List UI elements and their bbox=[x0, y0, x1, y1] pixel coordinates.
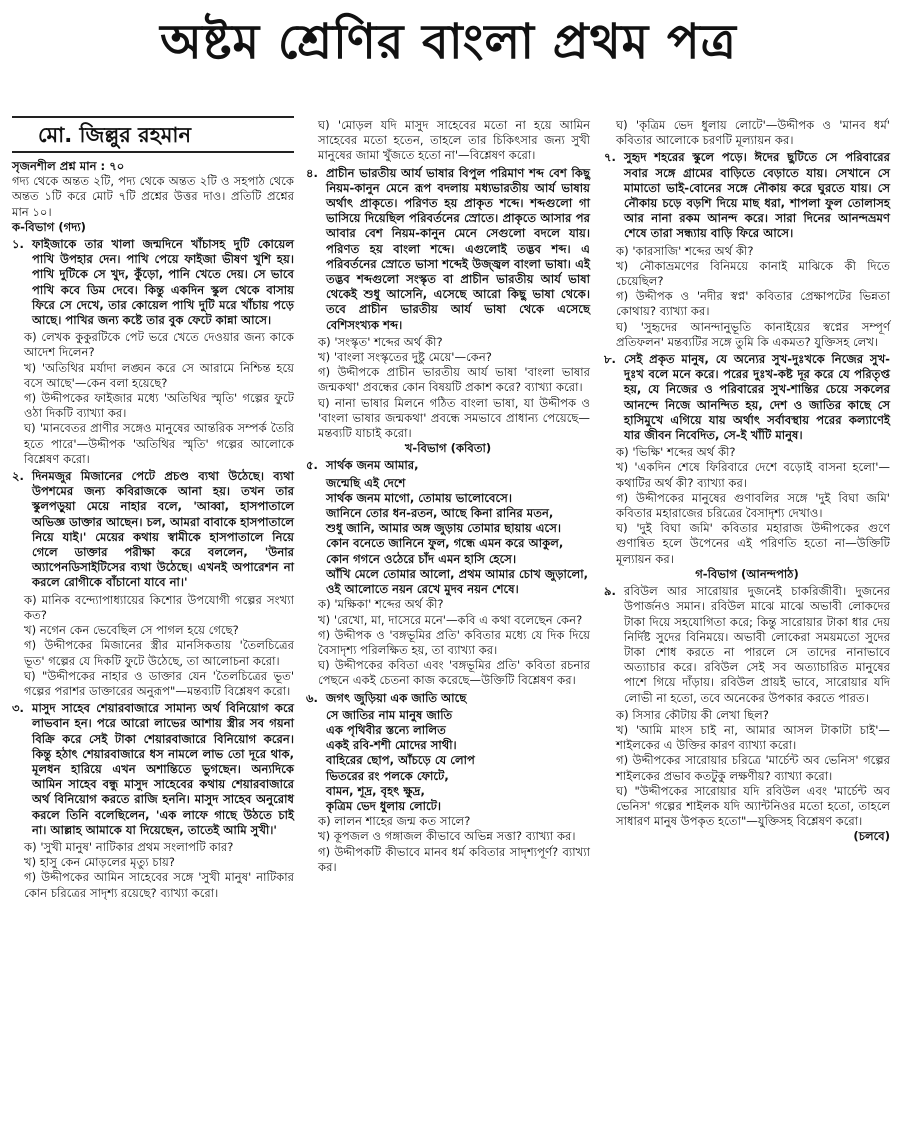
sub-question-kha: খ) কূপজল ও গঙ্গাজল কীভাবে অভিন্ন সত্তা? ব্যাখ্যা কর। bbox=[318, 829, 576, 844]
question-stem: ফাইজাকে তার খালা জন্মদিনে খাঁচাসহ দুটি কোয়েল পাখি উপহার দেন। পাখি পেয়ে ফাইজা ভীষণ খুশি হয়। পাখি দুটিকে সে খুদ, কুঁড়ো, পানি খেতে দেয়। সে ভাবে পাখি কবে ডিম দেবে। কিন্তু একদিন স্কুল থেকে বাসায় ফিরে সে দেখে, তার কোয়েল পাখি দুটি মরে খাঁচায় পড়ে আছে। পাখির জন্য কষ্টে তার বুক ফেটে কান্না আসে। bbox=[32, 237, 294, 328]
question-stem: মাসুদ সাহেব শেয়ারবাজারে সামান্য অর্থ বিনিয়োগ করে লাভবান হন। পরে আরো লাভের আশায় স্ত্রীর সব গয়না বিক্রি করে সেই টাকা শেয়ারবাজারে বিনিয়োগ করেন। কিন্তু হঠাৎ শেয়ারবাজারে ধস নামলে লাভ তো দূরে থাক, মূলধন হারিয়ে এখন অশান্তিতে ভুগছেন। অন্যদিকে আমিন সাহেব বন্ধু মাসুদ সাহেবের কথায় শেয়ারবাজারে অর্থ বিনিয়োগ করতে রাজি হননি। মাসুদ সাহেব অনুরোধ করলে তিনি বলেছিলেন, 'এক লাফে গাছে উঠতে চাই না। আল্লাহ আমাকে যা দিয়েছেন, তাতেই আমি সুখী।' bbox=[32, 701, 294, 837]
poem-line: জানিনে তোর ধন-রতন, আছে কিনা রানির মতন, bbox=[326, 506, 554, 521]
sub-question-kha: খ) 'রেখো, মা, দাসেরে মনে'—কবি এ কথা বলেছেন কেন? bbox=[318, 612, 583, 627]
sub-question-ga: গ) উদ্দীপক ও 'নদীর স্বপ্ন' কবিতার প্রেক্ষাপটের ভিন্নতা কোথায়? ব্যাখ্যা কর। bbox=[616, 289, 890, 319]
question-number: ৪. bbox=[306, 165, 318, 180]
question-number: ২. bbox=[12, 469, 24, 484]
question-number: ৭. bbox=[604, 150, 616, 165]
sub-question-gha: ঘ) 'কৃত্রিম ভেদ ধুলায় লোটে'—উদ্দীপক ও 'মানব ধর্ম' কবিতার আলোকে চরণটি মূল্যায়ন কর। bbox=[616, 118, 890, 148]
section-ka: ক-বিভাগ (গদ্য) bbox=[12, 219, 86, 234]
sub-question-kha: খ) নৌকাভ্রমণের বিনিময়ে কানাই মাঝিকে কী দিতে চেয়েছিল? bbox=[616, 258, 890, 289]
sub-question-gha: ঘ) 'মানবেতর প্রাণীর সঙ্গেও মানুষের আন্তরিক সম্পর্ক তৈরি হতে পারে'—উদ্দীপক 'অতিথির স্মৃতি' গল্পের আলোকে বিশ্লেষণ করো। bbox=[24, 421, 294, 466]
question-7 bbox=[604, 150, 890, 241]
sub-question-gha: ঘ) "উদ্দীপকের সারোয়ার যদি রবিউল এবং 'মার্চেন্ট অব ভেনিস' গল্পের শাইলক যদি অ্যান্টনিওর মতো হতো, তাহলে সাধারণ মানুষ উপকৃত হতো"—যুক্তিসহ বিশ্লেষণ করো। bbox=[616, 783, 890, 829]
sub-question-ka: ক) 'সংস্কৃত' শব্দের অর্থ কী? bbox=[318, 334, 443, 349]
sub-question-ga: গ) উদ্দীপকটি কীভাবে মানব ধর্ম কবিতার সাদৃশ্যপূর্ণ? ব্যাখ্যা কর। bbox=[318, 844, 590, 874]
sub-question-ga: গ) উদ্দীপকের সারোয়ার চরিত্রে 'মার্চেন্ট অব ভেনিস' গল্পের শাইলকের প্রভাব কতটুকু লক্ষণীয়? ব্যাখ্যা করো। bbox=[616, 753, 890, 783]
question-number: ৬. bbox=[306, 690, 318, 705]
poem-line: সার্থক জনম মাগো, তোমায় ভালোবেসে। bbox=[326, 490, 512, 505]
poem bbox=[306, 476, 590, 598]
poem-line: বাহিরের ছোপ, আঁচড়ে যে লোপ bbox=[326, 753, 475, 768]
poem-line: এক পৃথিবীর স্তন্যে লালিত bbox=[326, 722, 446, 737]
poem-line: জগৎ জুড়িয়া এক জাতি আছে bbox=[326, 690, 467, 705]
sub-question-gha: ঘ) উদ্দীপকের কবিতা এবং 'বঙ্গভূমির প্রতি' কবিতা রচনার পেছনে একই চেতনা কাজ করেছে—উক্তিটি বিশ্লেষণ কর। bbox=[318, 658, 590, 688]
question-9 bbox=[604, 584, 890, 706]
sub-question-ka: ক) 'সুখী মানুষ' নাটিকার প্রথম সংলাপটি কার? bbox=[24, 839, 234, 854]
sub-question-ka: ক) 'মক্ষিকা' শব্দের অর্থ কী? bbox=[318, 597, 444, 612]
poem-line: কৃত্রিম ভেদ ধুলায় লোটে। bbox=[326, 798, 442, 813]
column-3 bbox=[604, 118, 890, 845]
sub-question-ga: গ) উদ্দীপকের মানুষের গুণাবলির সঙ্গে 'দুই বিঘা জমি' কবিতার মহারাজের চরিত্রের বৈসাদৃশ্য দেখাও। bbox=[616, 490, 890, 521]
sub-question-kha: খ) হাসু কেন মোড়লের মৃত্যু চায়? bbox=[24, 855, 175, 870]
question-8 bbox=[604, 352, 890, 443]
poem-line: জন্মেছি এই দেশে bbox=[326, 475, 406, 490]
continued-note: (চলবে) bbox=[853, 829, 890, 844]
sub-question-ka: ক) সিসার কৌটায় কী লেখা ছিল? bbox=[616, 707, 769, 722]
sub-question-kha: খ) 'বাংলা সংস্কৃতের দুষ্টু মেয়ে'—কেন? bbox=[318, 350, 492, 365]
author-box bbox=[12, 116, 294, 153]
sub-question-ka: ক) লালন শাহের জন্ম কত সালে? bbox=[318, 814, 471, 829]
question-number: ৫. bbox=[306, 458, 318, 473]
poem-line: বামন, শূদ্র, বৃহৎ ক্ষুদ্র, bbox=[326, 783, 425, 798]
question-4 bbox=[306, 166, 590, 333]
sub-question-ka: ক) লেখক কুকুরটিকে পেট ভরে খেতে দেওয়ার জন্য কাকে আদেশ দিলেন? bbox=[24, 330, 294, 360]
section-kha: খ-বিভাগ (কবিতা) bbox=[404, 441, 492, 456]
column-1 bbox=[12, 116, 294, 901]
sub-question-ga: গ) উদ্দীপকে প্রাচীন ভারতীয় আর্য ভাষা 'বাংলা ভাষার জন্মকথা' প্রবন্ধের কোন বিষয়টি প্রকাশ করে? ব্যাখ্যা করো। bbox=[318, 365, 590, 395]
sub-question-kha: খ) 'অতিথির মর্যাদা লঙ্ঘন করে সে আরামে নিশ্চিন্ত হয়ে বসে আছে'—কেন বলা হয়েছে? bbox=[24, 360, 294, 390]
poem-line: কোন বনেতে জানিনে ফুল, গন্ধে এমন করে আকুল, bbox=[326, 536, 564, 551]
poem-line: একই রবি-শশী মোদের সাথী। bbox=[326, 738, 457, 753]
sub-question-gha: ঘ) 'দুই বিঘা জমি' কবিতার মহারাজ উদ্দীপকের গুণে গুণান্বিত হলে উপেনের এই পরিণতি হতো না—উক্তিটি মূল্যায়ন কর। bbox=[616, 521, 890, 566]
sub-question-gha: ঘ) 'মোড়ল যদি মাসুদ সাহেবের মতো না হয়ে আমিন সাহেবের মতো হতেন, তাহলে তার চিকিৎসার জন্য সুখী মানুষের জামা খুঁজতে হতো না'—বিশ্লেষণ করো। bbox=[318, 118, 590, 163]
sub-question-gha: ঘ) 'সুহৃদের আনন্দানুভূতি কানাইয়ের স্বপ্নের সম্পূর্ণ প্রতিফলন' মন্তব্যটির সঙ্গে তুমি কি একমত? যুক্তিসহ লেখ। bbox=[616, 319, 890, 349]
question-5 bbox=[306, 458, 590, 473]
section-ga: গ-বিভাগ (আনন্দপাঠ) bbox=[695, 566, 799, 581]
question-number: ৩. bbox=[12, 701, 24, 716]
sub-question-ga: গ) উদ্দীপকের মিজানের স্ত্রীর মানসিকতায় 'তৈলচিত্রের ভূত' গল্পের যে দিকটি ফুটে উঠেছে, তা আলোচনা করো। bbox=[24, 638, 294, 668]
question-stem: রবিউল আর সারোয়ার দুজনেই চাকরিজীবী। দুজনের উপার্জনও সমান। রবিউল মাঝে মাঝে অভাবী লোকদের টাকা দিয়ে সহযোগিতা করে; কিন্তু সারোয়ার টাকা ধার দেয় নির্দিষ্ট সুদের বিনিময়ে। অভাবী লোকেরা সময়মতো সুদের টাকা শোধ করতে না পারলে সে তাদের নানাভাবে অত্যাচার করে। রবিউল সেই সব অত্যাচারিত মানুষের পাশে গিয়ে দাঁড়ায়। রবিউল প্রায়ই ভাবে, সারোয়ার যদি লোভী না হতো, তবে অনেকের উপকার করতে পারত। bbox=[624, 584, 890, 705]
sub-question-ka: ক) মানিক বন্দ্যোপাধ্যায়ের কিশোর উপযোগী গল্পের সংখ্যা কত? bbox=[24, 592, 294, 622]
poem-line: সার্থক জনম আমার, bbox=[326, 458, 419, 473]
column-2 bbox=[306, 118, 590, 875]
question-number: ৮. bbox=[604, 352, 616, 367]
sub-question-ga: গ) উদ্দীপকের আমিন সাহেবের সঙ্গে 'সুখী মানুষ' নাটিকার কোন চরিত্রের সাদৃশ্য রয়েছে? ব্যাখ্যা করো। bbox=[24, 870, 294, 900]
poem-line: কোন গগনে ওঠেরে চাঁদ এমন হাসি হেসে। bbox=[326, 551, 517, 566]
question-stem: প্রাচীন ভারতীয় আর্য ভাষার বিপুল পরিমাণ শব্দ বেশ কিছু নিয়ম-কানুন মেনে রূপ বদলায় মধ্যভারতীয় আর্য ভাষায় অর্থাৎ প্রাকৃতে। পরিণত হয় প্রাকৃত শব্দে। শব্দগুলো গা ভাসিয়ে দিয়েছিল পরিবর্তনের স্রোতে। প্রাকৃতে আসার পর আবার বেশ নিয়ম-কানুন মেনে সেগুলো বদলে যায়। পরিণত হয় বাংলা শব্দে। এগুলোই তদ্ভব শব্দ। এ পরিবর্তনের স্রোতে ভাসা শব্দেই উজ্জ্বল বাংলা ভাষা। এই তদ্ভব শব্দগুলো সংস্কৃত বা প্রাচীন ভারতীয় আর্য ভাষা থেকেই শুধু আসেনি, এসেছে আরো কিছু ভাষা থেকে। তবে প্রাচীন ভারতীয় আর্য ভাষা থেকে এসেছে বেশিসংখ্যক শব্দ। bbox=[326, 165, 590, 332]
instruction-text: গদ্য থেকে অন্তত ২টি, পদ্য থেকে অন্তত ২টি ও সহপাঠ থেকে অন্তত ১টি করে মোট ৭টি প্রশ্নের উত্তর দাও। প্রতিটি প্রশ্নের মান ১০। bbox=[12, 174, 294, 219]
sub-question-gha: ঘ) নানা ভাষার মিলনে গঠিত বাংলা ভাষা, যা উদ্দীপক ও 'বাংলা ভাষার জন্মকথা' প্রবন্ধে সমভাবে প্রাধান্য পেয়েছে—মন্তব্যটি যাচাই করো। bbox=[318, 395, 590, 441]
poem-line: আঁখি মেলে তোমার আলো, প্রথম আমার চোখ জুড়ালো, bbox=[326, 566, 588, 581]
question-stem: সেই প্রকৃত মানুষ, যে অন্যের সুখ-দুঃখকে নিজের সুখ-দুঃখ বলে মনে করে। পরের দুঃখ-কষ্ট দূর করে যে পরিতৃপ্ত হয়, যে নিজের ও পরিবারের সুখ-শান্তির চেয়ে সকলের আনন্দে নিজে আনন্দিত হয়, দেশ ও জাতির কাছে সে হাসিমুখে এগিয়ে যায় অর্থাৎ সর্বাবস্থায় পরের কল্যাণেই যার জীবন নিবেদিত, সে-ই খাঁটি মানুষ। bbox=[624, 352, 890, 443]
marks-line: সৃজনশীল প্রশ্ন মান : ৭০ bbox=[12, 159, 125, 173]
poem-line: সে জাতির নাম মানুষ জাতি bbox=[326, 707, 453, 722]
sub-question-kha: খ) নগেন কেন ভেবেছিল সে পাগল হয়ে গেছে? bbox=[24, 623, 239, 638]
question-number: ৯. bbox=[604, 584, 616, 599]
poem-line: ভিতরের রং পলকে ফোটে, bbox=[326, 768, 449, 783]
sub-question-ka: ক) 'ভিক্ষি' শব্দের অর্থ কী? bbox=[616, 445, 736, 460]
question-2 bbox=[12, 469, 294, 591]
poem-line: শুধু জানি, আমার অঙ্গ জুড়ায় তোমার ছায়ায় এসে। bbox=[326, 521, 562, 536]
question-6 bbox=[306, 691, 590, 706]
sub-question-ga: গ) উদ্দীপকের ফাইজার মধ্যে 'অতিথির স্মৃতি' গল্পের ফুটে ওঠা দিকটি ব্যাখ্যা কর। bbox=[24, 391, 294, 421]
sub-question-kha: খ) 'আমি মাংস চাই না, আমার আসল টাকাটা চাই'—শাইলকের এ উক্তির কারণ ব্যাখ্যা করো। bbox=[616, 722, 890, 753]
sub-question-kha: খ) 'একদিন শেষে ফিরিবারে দেশে বড়োই বাসনা হলো'—কথাটির অর্থ কী? ব্যাখ্যা কর। bbox=[616, 460, 890, 490]
sub-question-ga: গ) উদ্দীপক ও 'বঙ্গভূমির প্রতি' কবিতার মধ্যে যে দিক দিয়ে বৈসাদৃশ্য পরিলক্ষিত হয়, তা ব্যাখ্যা কর। bbox=[318, 627, 590, 657]
sub-question-gha: ঘ) "উদ্দীপকের নাহার ও ডাক্তার যেন 'তৈলচিত্রের ভূত' গল্পের পরাশর ডাক্তারের অনুরূপ"—মন্তব্যটি বিশ্লেষণ করো। bbox=[24, 668, 294, 698]
question-number: ১. bbox=[12, 237, 24, 252]
author-name: মো. জিল্লুর রহমান bbox=[38, 123, 192, 147]
sub-question-ka: ক) 'কারসাজি' শব্দের অর্থ কী? bbox=[616, 243, 754, 258]
question-3 bbox=[12, 701, 294, 838]
poem-line: ওই আলোতে নয়ন রেখে মুদব নয়ন শেষে। bbox=[326, 582, 519, 597]
poem bbox=[306, 708, 590, 814]
question-stem: দিনমজুর মিজানের পেটে প্রচণ্ড ব্যথা উঠেছে। ব্যথা উপশমের জন্য কবিরাজকে আনা হয়। তখন তার স্কুলপড়ুয়া মেয়ে নাহার বলে, 'আব্বা, হাসপাতালে অভিজ্ঞ ডাক্তার আছেন। চল, আমরা বাবাকে হাসপাতালে নিয়ে যাই।' মেয়ের কথায় স্বামীকে হাসপাতালে নিয়ে গেলে ডাক্তার পরীক্ষা করে বললেন, 'উনার অ্যাপেনডিসাইটিসের ব্যথা উঠেছে। এখনই অপারেশন না করলে রোগীকে বাঁচানো যাবে না।' bbox=[32, 469, 294, 590]
page-title: অষ্টম শ্রেণির বাংলা প্রথম পত্র bbox=[160, 14, 737, 70]
question-stem: সুহৃদ শহরের স্কুলে পড়ে। ঈদের ছুটিতে সে পরিবারের সবার সঙ্গে গ্রামের বাড়িতে বেড়াতে যায়। সেখানে সে মামাতো ভাই-বোনের সঙ্গে নৌকায় করে ঘুরতে যায়। সে নৌকায় চড়ে বড়শি দিয়ে মাছ ধরা, শাপলা ফুল তোলাসহ আর নানা রকম আনন্দ করে। সারা দিনের আনন্দভ্রমণ শেষে তারা সন্ধ্যায় বাড়ি ফিরে আসে। bbox=[624, 150, 890, 241]
question-1 bbox=[12, 237, 294, 328]
